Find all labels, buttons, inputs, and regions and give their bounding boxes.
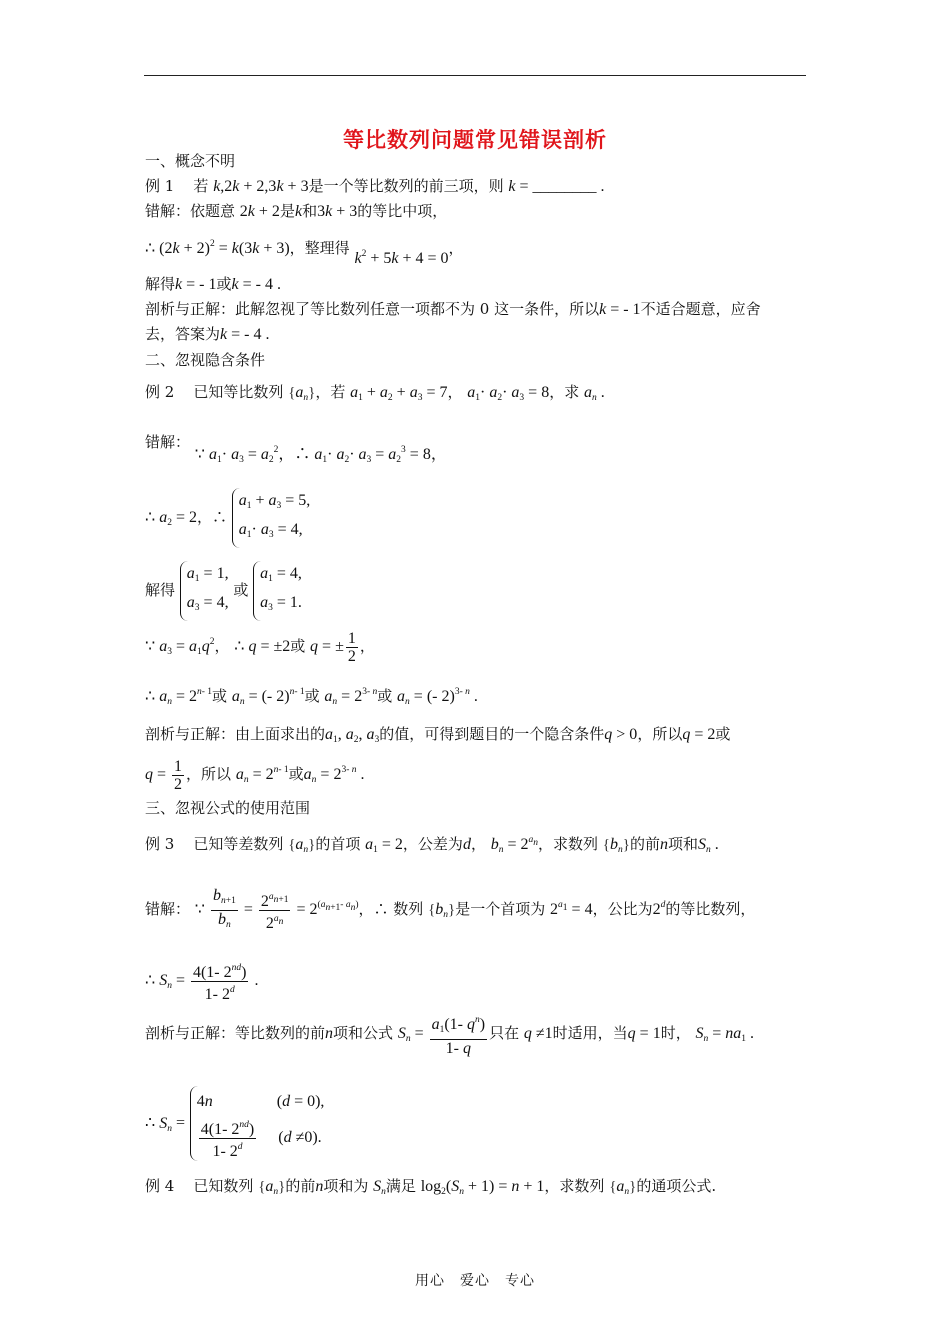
section-2-heading: 二、忽视隐含条件 xyxy=(145,351,266,369)
ratio-line: ∵ $a_3 = a_1q^2$， ∴ q = ±2或 q = ± $\frac{1}{2}$ ， xyxy=(145,630,375,665)
wrong-solution-2: 错解： ∵ $a_1\cdot a_3 = a_2^2$，∴ $a_1\cdot a_2\cdot a_3 = a_2^3 = 8$， xyxy=(145,433,447,465)
example-3: 例 3 已知等差数列 $\{a_n\}$的首项 $a_1 = 2$，公差为d， $b_n = 2^{a_n}$，求数列 $\{b_n\}$的前n项和$S_n$ . xyxy=(145,835,719,855)
page-title: 等比数列问题常见错误剖析 xyxy=(343,127,607,152)
wrong-solution-1: 错解：依题意 2k + 2是k和3k + 3的等比中项， xyxy=(145,202,448,220)
piecewise-line: ∴ $S_n$ = 4n (d = 0), $\frac{4(1- 2^{nd})}{1- 2^d}$ (d ≠0). xyxy=(145,1086,324,1161)
example-2: 例 2 已知等比数列 $\{a_n\}$，若 $a_1 + a_2 + a_3 = 7$， $a_1\cdot a_2\cdot a_3 = 8$，求 $a_n$ . xyxy=(145,383,605,403)
an-line: ∴ $a_n = 2^{n- 1}$或 $a_n$ = (- 2)$^{n- 1}$或 $a_n = 2^{3- n}$或 $a_n$ = (- 2)$^{3- n}$ . xyxy=(145,687,478,707)
analysis-3: 剖析与正解：等比数列的前n项和公式 $S_n$ = $\frac{a_1(1- q^n)}{1- q}$ 只在 q ≠1时适用，当q = 1时， $S_n = na_1$ . xyxy=(145,1012,754,1057)
sum-line: ∴ $S_n$ = $\frac{4(1- 2^{nd})}{1- 2^d}$ . xyxy=(145,960,258,1003)
header-rule xyxy=(144,75,806,76)
solve-line: 解得k = - 1或k = - 4 . xyxy=(145,275,281,293)
formula: k,2k + 2,3k + 3 xyxy=(213,178,309,195)
equation-line: ∴ $(2k + 2)^2 = k(3k + 3)$，整理得 $k^2 + 5k + 4 = 0$， xyxy=(145,239,464,267)
example-4: 例 4 已知数列 $\{a_n\}$的前n项和为 $S_n$满足 $\log_2(S_n + 1) = n + 1$，求数列 $\{a_n\}$的通项公式. xyxy=(145,1177,717,1197)
analysis-2-cont: q = $\frac{1}{2}$ ，所以 $a_n = 2^{n- 1}$或$a_n = 2^{3- n}$ . xyxy=(145,758,365,793)
example-1: 例 1 若 k,2k + 2,3k + 3是一个等比数列的前三项，则 k = ________ . xyxy=(145,177,605,195)
analysis-2: 剖析与正解：由上面求出的$a_1$, $a_2$, $a_3$的值，可得到题目的一个隐含条件q > 0，所以q = 2或 xyxy=(145,725,731,745)
wrong-solution-3: 错解： ∵ $\frac{b_{n+1}}{b_n}$ = $\frac{2^{a_{n+1}}}{2^{a_n}}$ = $2^{(a_{n+1}- a_n)}$，∴ 数列 $\{b_n\}$是一个首项为 $2^{a_1} = 4$，公比为2$^d$的等比数列， xyxy=(145,887,756,932)
section-1-heading: 一、概念不明 xyxy=(145,152,236,170)
analysis-1: 剖析与正解：此解忽视了等比数列任意一项都不为 0 这一条件，所以k = - 1不适合题意，应舍 xyxy=(145,300,761,318)
system-line-1: ∴ $a_2 = 2$，∴ $a_1 + a_3 = 5$, $a_1\cdot a_3 = 4$, xyxy=(145,488,310,548)
page-footer: 用心 爱心 专心 xyxy=(415,1273,535,1289)
system-line-2: 解得 $a_1 = 1$, $a_3 = 4$, 或 $a_1 = 4$, $a_3 = 1$. xyxy=(145,561,302,621)
section-3-heading: 三、忽视公式的使用范围 xyxy=(145,799,311,817)
analysis-1-cont: 去，答案为k = - 4 . xyxy=(145,325,270,343)
example-1-label: 例 1 xyxy=(145,177,175,195)
formula: k = ________ . xyxy=(508,178,605,195)
